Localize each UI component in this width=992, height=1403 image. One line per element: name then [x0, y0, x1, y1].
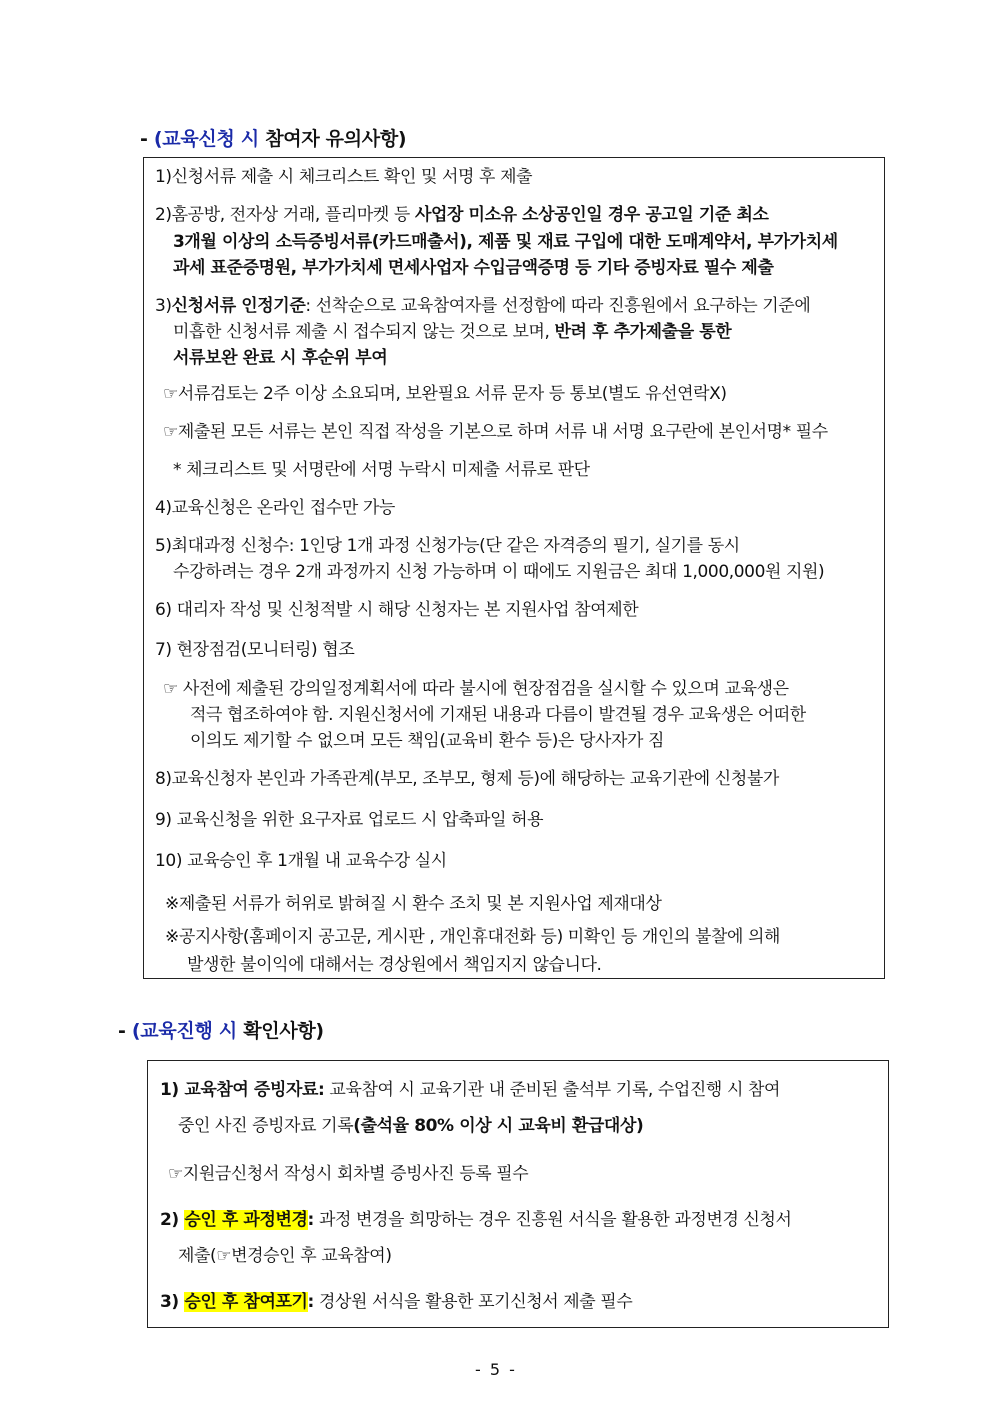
section1-dash: - [140, 128, 154, 150]
point-2-highlight: 승인 후 과정변경 [184, 1210, 308, 1230]
item-3-line-2-bold: 반려 후 추가제출을 통한 [554, 322, 732, 342]
point-1-line-2-bold: (출석율 80% 이상 시 교육비 환급대상) [353, 1116, 644, 1136]
point-1-line-2-prefix: 중인 사진 증빙자료 기록 [178, 1116, 354, 1136]
remark-2-line-1: ※공지사항(홈페이지 공고문, 게시판 , 개인휴대전화 등) 미확인 등 개인의 불찰에 의해 [165, 927, 781, 947]
item-5-line-1: 5)최대과정 신청수: 1인당 1개 과정 신청가능(단 같은 자격증의 필기, 실기를 동시 [155, 536, 740, 556]
remark-1: ※제출된 서류가 허위로 밝혀질 시 환수 조치 및 본 지원사업 제재대상 [165, 894, 662, 914]
item-5-line-2: 수강하려는 경우 2개 과정까지 신청 가능하며 이 때에도 지원금은 최대 1,000,000원 지원) [173, 562, 825, 582]
item-2-bold: 사업장 미소유 소상공인일 경우 공고일 기준 최소 [414, 205, 769, 225]
page-number: - 5 - [475, 1360, 517, 1379]
point-3-highlight: 승인 후 참여포기 [184, 1292, 308, 1312]
note-4-line-2: 적극 협조하여야 함. 지원신청서에 기재된 내용과 다름이 발견될 경우 교육생은 어떠한 [190, 705, 806, 725]
item-1: 1)신청서류 제출 시 체크리스트 확인 및 서명 후 제출 [155, 167, 533, 187]
item-2-prefix: 2)홈공방, 전자상 거래, 플리마켓 등 [155, 205, 415, 225]
point-1-rest: 교육참여 시 교육기관 내 준비된 출석부 기록, 수업진행 시 참여 [324, 1080, 781, 1100]
note-4-line-3: 이의도 제기할 수 없으며 모든 책임(교육비 환수 등)은 당사자가 짐 [190, 731, 665, 751]
item-8: 8)교육신청자 본인과 가족관계(부모, 조부모, 형제 등)에 해당하는 교육기관에 신청불가 [155, 769, 779, 789]
point-2-line-1 [160, 1208, 792, 1232]
note-3: * 체크리스트 및 서명란에 서명 누락시 미제출 서류로 판단 [173, 460, 590, 480]
item-2-line-3: 과세 표준증명원, 부가가치세 면세사업자 수입금액증명 등 기타 증빙자료 필수 제출 [173, 258, 774, 278]
item-7: 7) 현장점검(모니터링) 협조 [155, 640, 355, 660]
item-9: 9) 교육신청을 위한 요구자료 업로드 시 압축파일 허용 [155, 810, 544, 830]
point-1-label: 1) 교육참여 증빙자료: [160, 1080, 325, 1100]
section1-paren: ( [153, 128, 163, 150]
point-3-num: 3) [160, 1292, 185, 1312]
section2-heading [118, 1016, 324, 1043]
point-1-line-1 [160, 1078, 780, 1102]
point-3-line-1 [160, 1290, 632, 1314]
section2-paren: ( [131, 1020, 141, 1042]
section1-title-rest: 참여자 유의사항) [258, 128, 407, 150]
remark-2-line-2: 발생한 불이익에 대해서는 경상원에서 책임지지 않습니다. [187, 955, 602, 975]
item-3-line-3: 서류보완 완료 시 후순위 부여 [173, 348, 388, 368]
section1-title-blue: 교육신청 시 [162, 128, 259, 150]
item-2-line-2: 3개월 이상의 소득증빙서류(카드매출서), 제품 및 재료 구입에 대한 도매계약서, 부가가치세 [173, 232, 838, 252]
item-10: 10) 교육승인 후 1개월 내 교육수강 실시 [155, 851, 447, 871]
item-2-line-1 [155, 203, 769, 227]
item-6: 6) 대리자 작성 및 신청적발 시 해당 신청자는 본 지원사업 참여제한 [155, 600, 639, 620]
item-3-num: 3) [155, 296, 172, 316]
item-4: 4)교육신청은 온라인 접수만 가능 [155, 498, 395, 518]
point-1-line-2 [178, 1114, 643, 1138]
item-3-line-2-prefix: 미흡한 신청서류 제출 시 접수되지 않는 것으로 보며, [173, 322, 555, 342]
point-2-line-2: 제출(☞변경승인 후 교육참여) [178, 1246, 392, 1266]
item-3-line-2 [173, 320, 731, 344]
item-3-bold: 신청서류 인정기준 [171, 296, 306, 316]
note-1: ☞서류검토는 2주 이상 소요되며, 보완필요 서류 문자 등 통보(별도 유선연락X) [163, 384, 727, 404]
section2-title-rest: 확인사항) [236, 1020, 324, 1042]
point-3-rest: 경상원 서식을 활용한 포기신청서 제출 필수 [313, 1292, 633, 1312]
section2-dash: - [118, 1020, 132, 1042]
note-2: ☞제출된 모든 서류는 본인 직접 작성을 기본으로 하며 서류 내 서명 요구란에 본인서명* 필수 [163, 422, 828, 442]
point-2-rest: 과정 변경을 희망하는 경우 진흥원 서식을 활용한 과정변경 신청서 [313, 1210, 792, 1230]
point-3-colon: : [307, 1292, 314, 1312]
point-1-note: ☞지원금신청서 작성시 회차별 증빙사진 등록 필수 [168, 1164, 529, 1184]
point-2-colon: : [307, 1210, 314, 1230]
point-2-num: 2) [160, 1210, 185, 1230]
note-4-line-1: ☞ 사전에 제출된 강의일정계획서에 따라 불시에 현장점검을 실시할 수 있으며 교육생은 [163, 679, 789, 699]
item-3-line-1 [155, 294, 810, 318]
section1-heading [140, 124, 406, 151]
item-3-rest: : 선착순으로 교육참여자를 선정함에 따라 진흥원에서 요구하는 기준에 [305, 296, 811, 316]
section2-title-blue: 교육진행 시 [140, 1020, 237, 1042]
